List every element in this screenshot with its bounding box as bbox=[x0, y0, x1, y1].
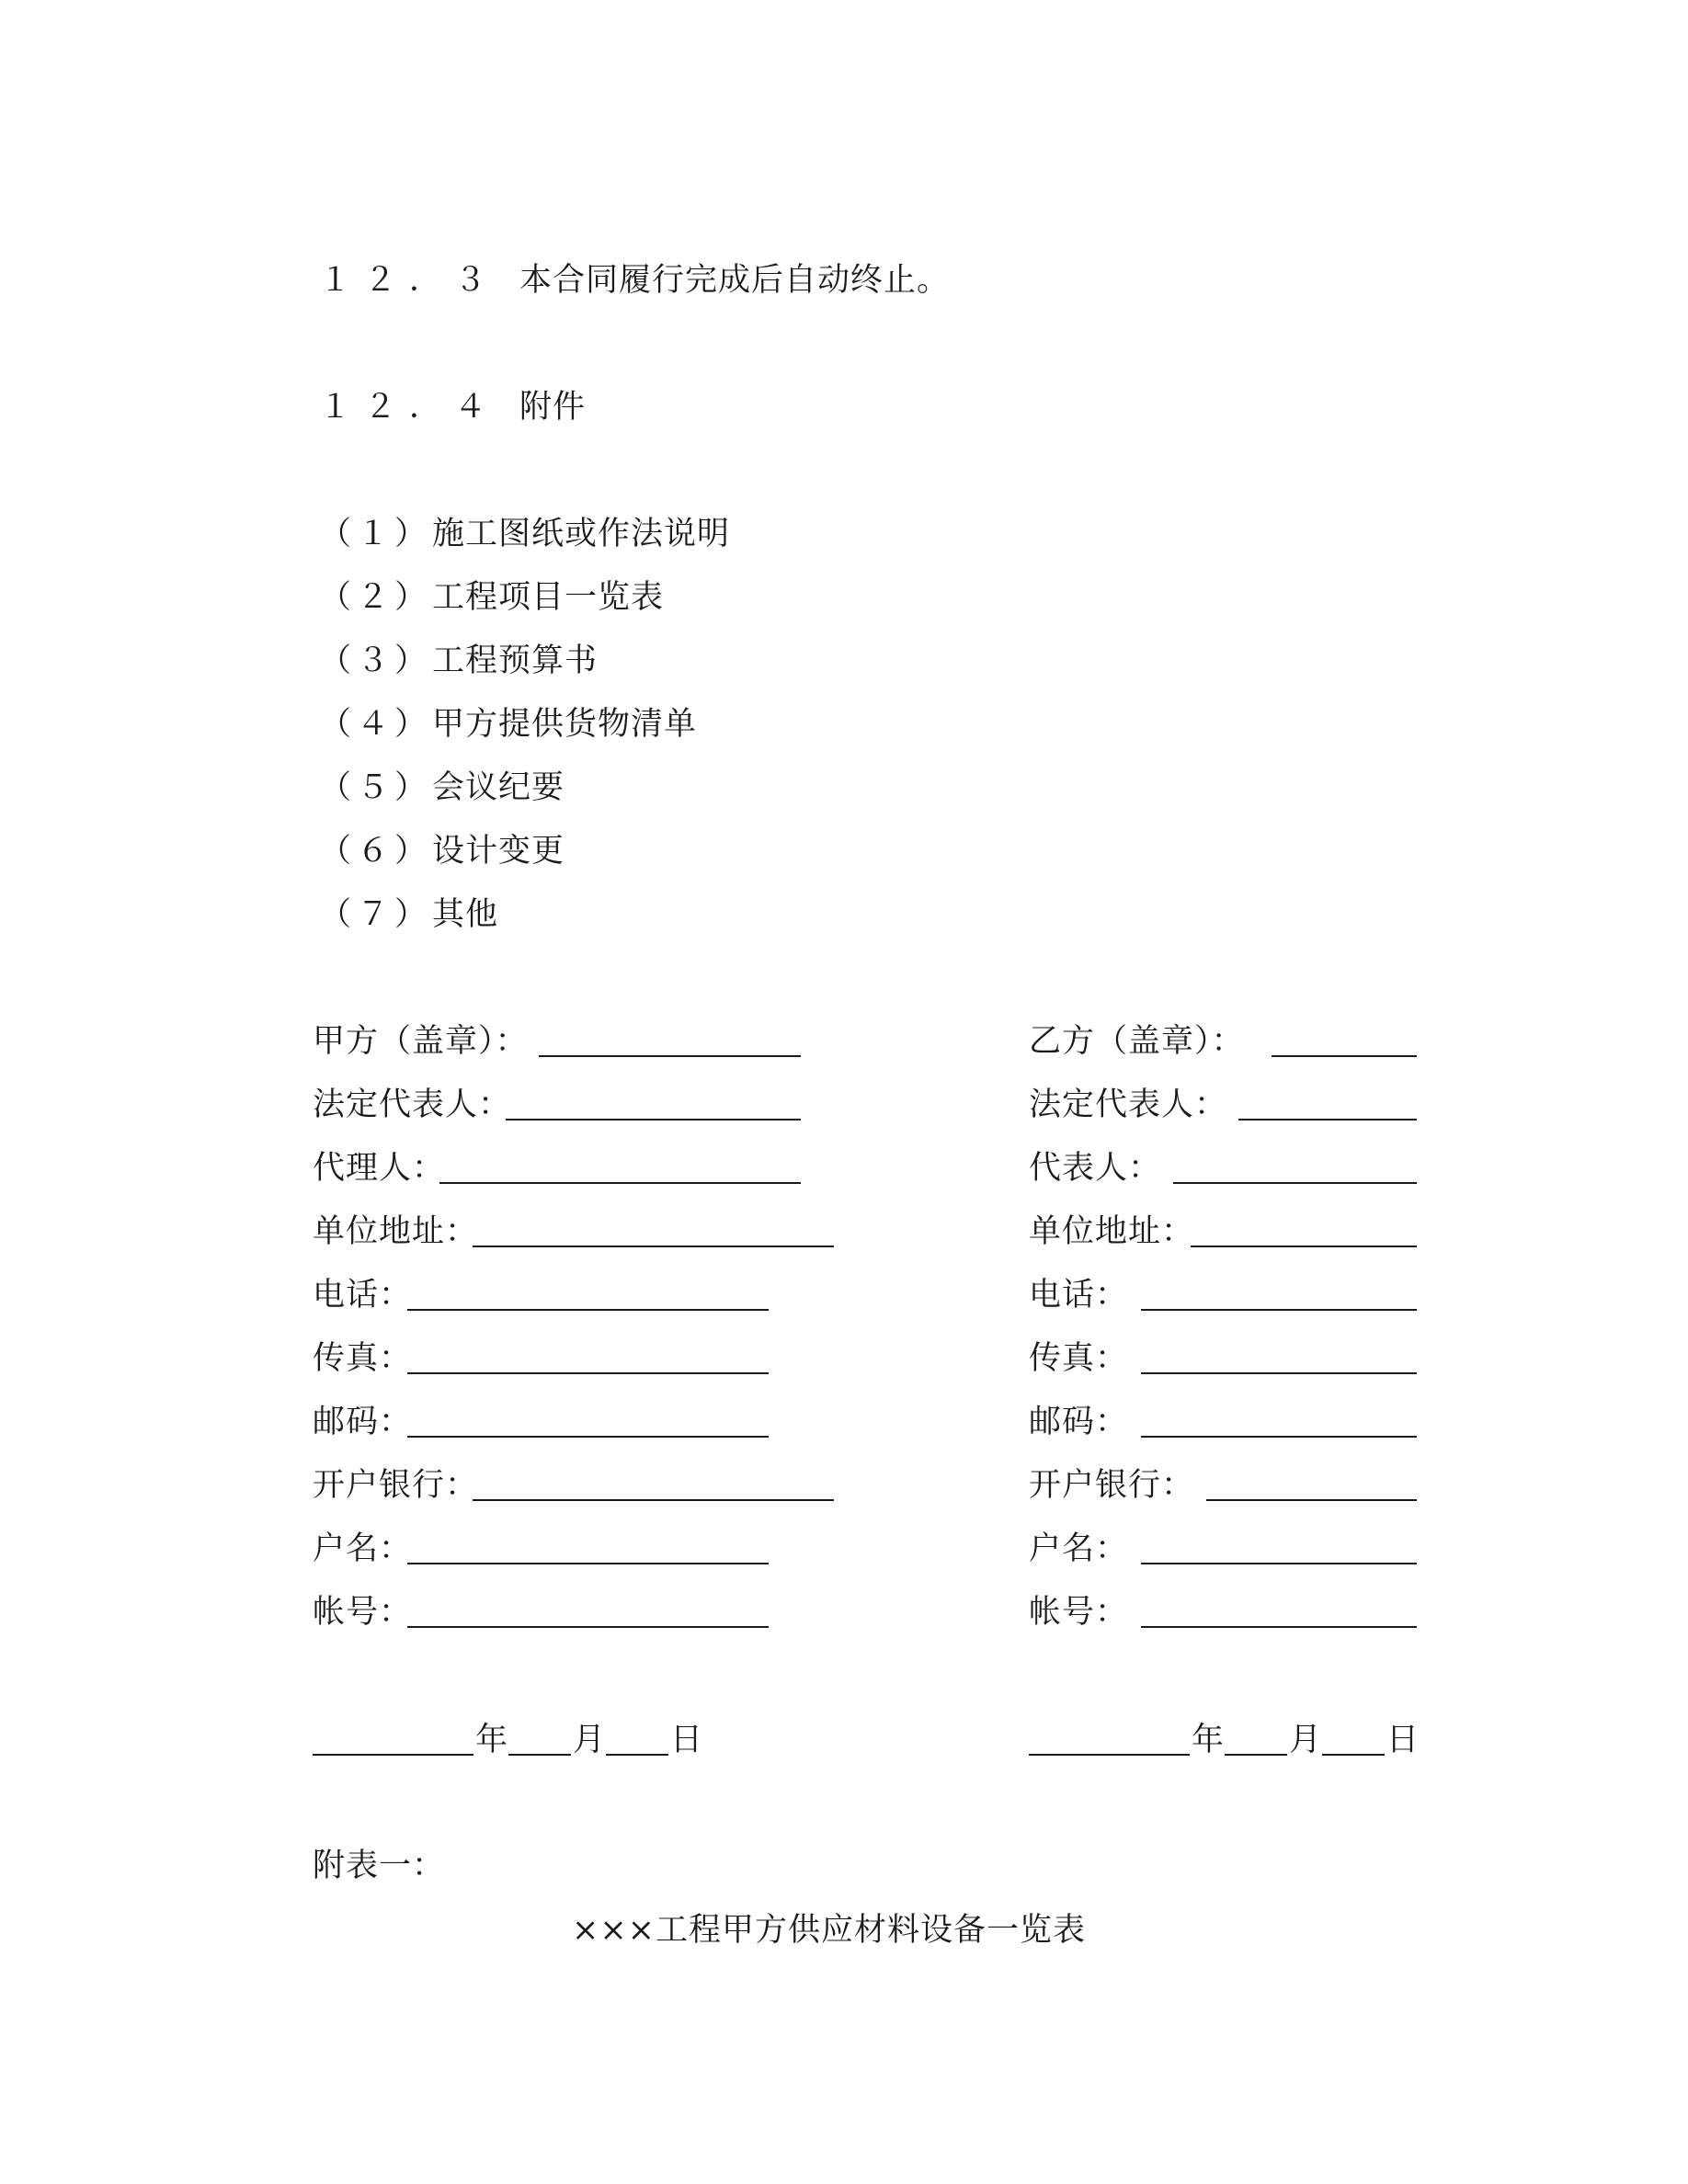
clause-number: １２．３ bbox=[319, 262, 500, 299]
day-label: 日 bbox=[1386, 1722, 1420, 1758]
party-a-agent-blank[interactable] bbox=[439, 1182, 801, 1184]
party-b-address-label: 单位地址： bbox=[1029, 1213, 1195, 1250]
party-a-bank-blank[interactable] bbox=[473, 1499, 834, 1501]
party-a-fax-label: 传真： bbox=[313, 1340, 413, 1377]
year-label: 年 bbox=[475, 1722, 508, 1758]
party-a-address-blank[interactable] bbox=[473, 1246, 834, 1247]
attachment-item: （４）甲方提供货物清单 bbox=[319, 706, 698, 743]
party-b-seal-blank[interactable] bbox=[1272, 1055, 1417, 1057]
appendix-title: ×××工程甲方供应材料设备一览表 bbox=[572, 1912, 1086, 1949]
year-blank[interactable] bbox=[1029, 1754, 1190, 1756]
party-a-account-no-blank[interactable] bbox=[407, 1626, 769, 1628]
appendix-label: 附表一： bbox=[313, 1848, 446, 1884]
party-a-seal-blank[interactable] bbox=[539, 1055, 801, 1057]
party-a-legal-rep-label: 法定代表人： bbox=[313, 1086, 512, 1123]
party-a-seal-label: 甲方（盖章）： bbox=[313, 1023, 529, 1060]
party-b-rep-label: 代表人： bbox=[1029, 1150, 1162, 1187]
party-b-account-name-blank[interactable] bbox=[1141, 1563, 1417, 1564]
party-b-account-no-blank[interactable] bbox=[1141, 1626, 1417, 1628]
party-b-bank-label: 开户银行： bbox=[1029, 1467, 1195, 1504]
month-label: 月 bbox=[1289, 1722, 1322, 1758]
clause-number: １２．４ bbox=[319, 389, 500, 426]
day-label: 日 bbox=[670, 1722, 703, 1758]
party-a-address-label: 单位地址： bbox=[313, 1213, 479, 1250]
attachment-item: （５）会议纪要 bbox=[319, 769, 565, 806]
year-blank[interactable] bbox=[313, 1754, 473, 1756]
party-a-phone-label: 电话： bbox=[313, 1277, 413, 1314]
attachment-item: （６）设计变更 bbox=[319, 833, 565, 870]
party-b-address-blank[interactable] bbox=[1191, 1246, 1417, 1247]
party-a-account-no-label: 帐号： bbox=[313, 1594, 413, 1631]
party-b-legal-rep-label: 法定代表人： bbox=[1029, 1086, 1228, 1123]
party-a-bank-label: 开户银行： bbox=[313, 1467, 479, 1504]
party-b-phone-blank[interactable] bbox=[1141, 1309, 1417, 1311]
attachment-item: （２）工程项目一览表 bbox=[319, 579, 665, 616]
party-b-phone-label: 电话： bbox=[1029, 1277, 1129, 1314]
party-b-seal-label: 乙方（盖章）： bbox=[1029, 1023, 1245, 1060]
party-a-account-name-blank[interactable] bbox=[407, 1563, 769, 1564]
clause-12-3 bbox=[319, 260, 950, 301]
party-b-postcode-blank[interactable] bbox=[1141, 1436, 1417, 1438]
attachment-item: （３）工程预算书 bbox=[319, 643, 599, 679]
party-b-rep-blank[interactable] bbox=[1173, 1182, 1417, 1184]
attachment-item: （１）施工图纸或作法说明 bbox=[319, 516, 731, 552]
party-b-bank-blank[interactable] bbox=[1206, 1499, 1417, 1501]
party-a-fax-blank[interactable] bbox=[407, 1372, 769, 1374]
party-b-account-name-label: 户名： bbox=[1029, 1530, 1129, 1567]
party-b-legal-rep-blank[interactable] bbox=[1238, 1119, 1417, 1120]
day-blank[interactable] bbox=[1322, 1754, 1385, 1756]
party-a-postcode-label: 邮码： bbox=[313, 1404, 413, 1440]
month-blank[interactable] bbox=[508, 1754, 571, 1756]
clause-12-4 bbox=[319, 387, 586, 427]
party-b-fax-label: 传真： bbox=[1029, 1340, 1129, 1377]
party-b-fax-blank[interactable] bbox=[1141, 1372, 1417, 1374]
party-a-agent-label: 代理人： bbox=[313, 1150, 446, 1187]
clause-text: 附件 bbox=[519, 389, 587, 426]
party-b-postcode-label: 邮码： bbox=[1029, 1404, 1129, 1440]
clause-text: 本合同履行完成后自动终止。 bbox=[519, 262, 951, 299]
party-a-account-name-label: 户名： bbox=[313, 1530, 413, 1567]
party-a-postcode-blank[interactable] bbox=[407, 1436, 769, 1438]
month-blank[interactable] bbox=[1225, 1754, 1287, 1756]
attachment-item: （７）其他 bbox=[319, 896, 499, 933]
year-label: 年 bbox=[1192, 1722, 1225, 1758]
party-a-legal-rep-blank[interactable] bbox=[506, 1119, 801, 1120]
day-blank[interactable] bbox=[606, 1754, 668, 1756]
month-label: 月 bbox=[573, 1722, 606, 1758]
party-a-phone-blank[interactable] bbox=[407, 1309, 769, 1311]
party-b-account-no-label: 帐号： bbox=[1029, 1594, 1129, 1631]
